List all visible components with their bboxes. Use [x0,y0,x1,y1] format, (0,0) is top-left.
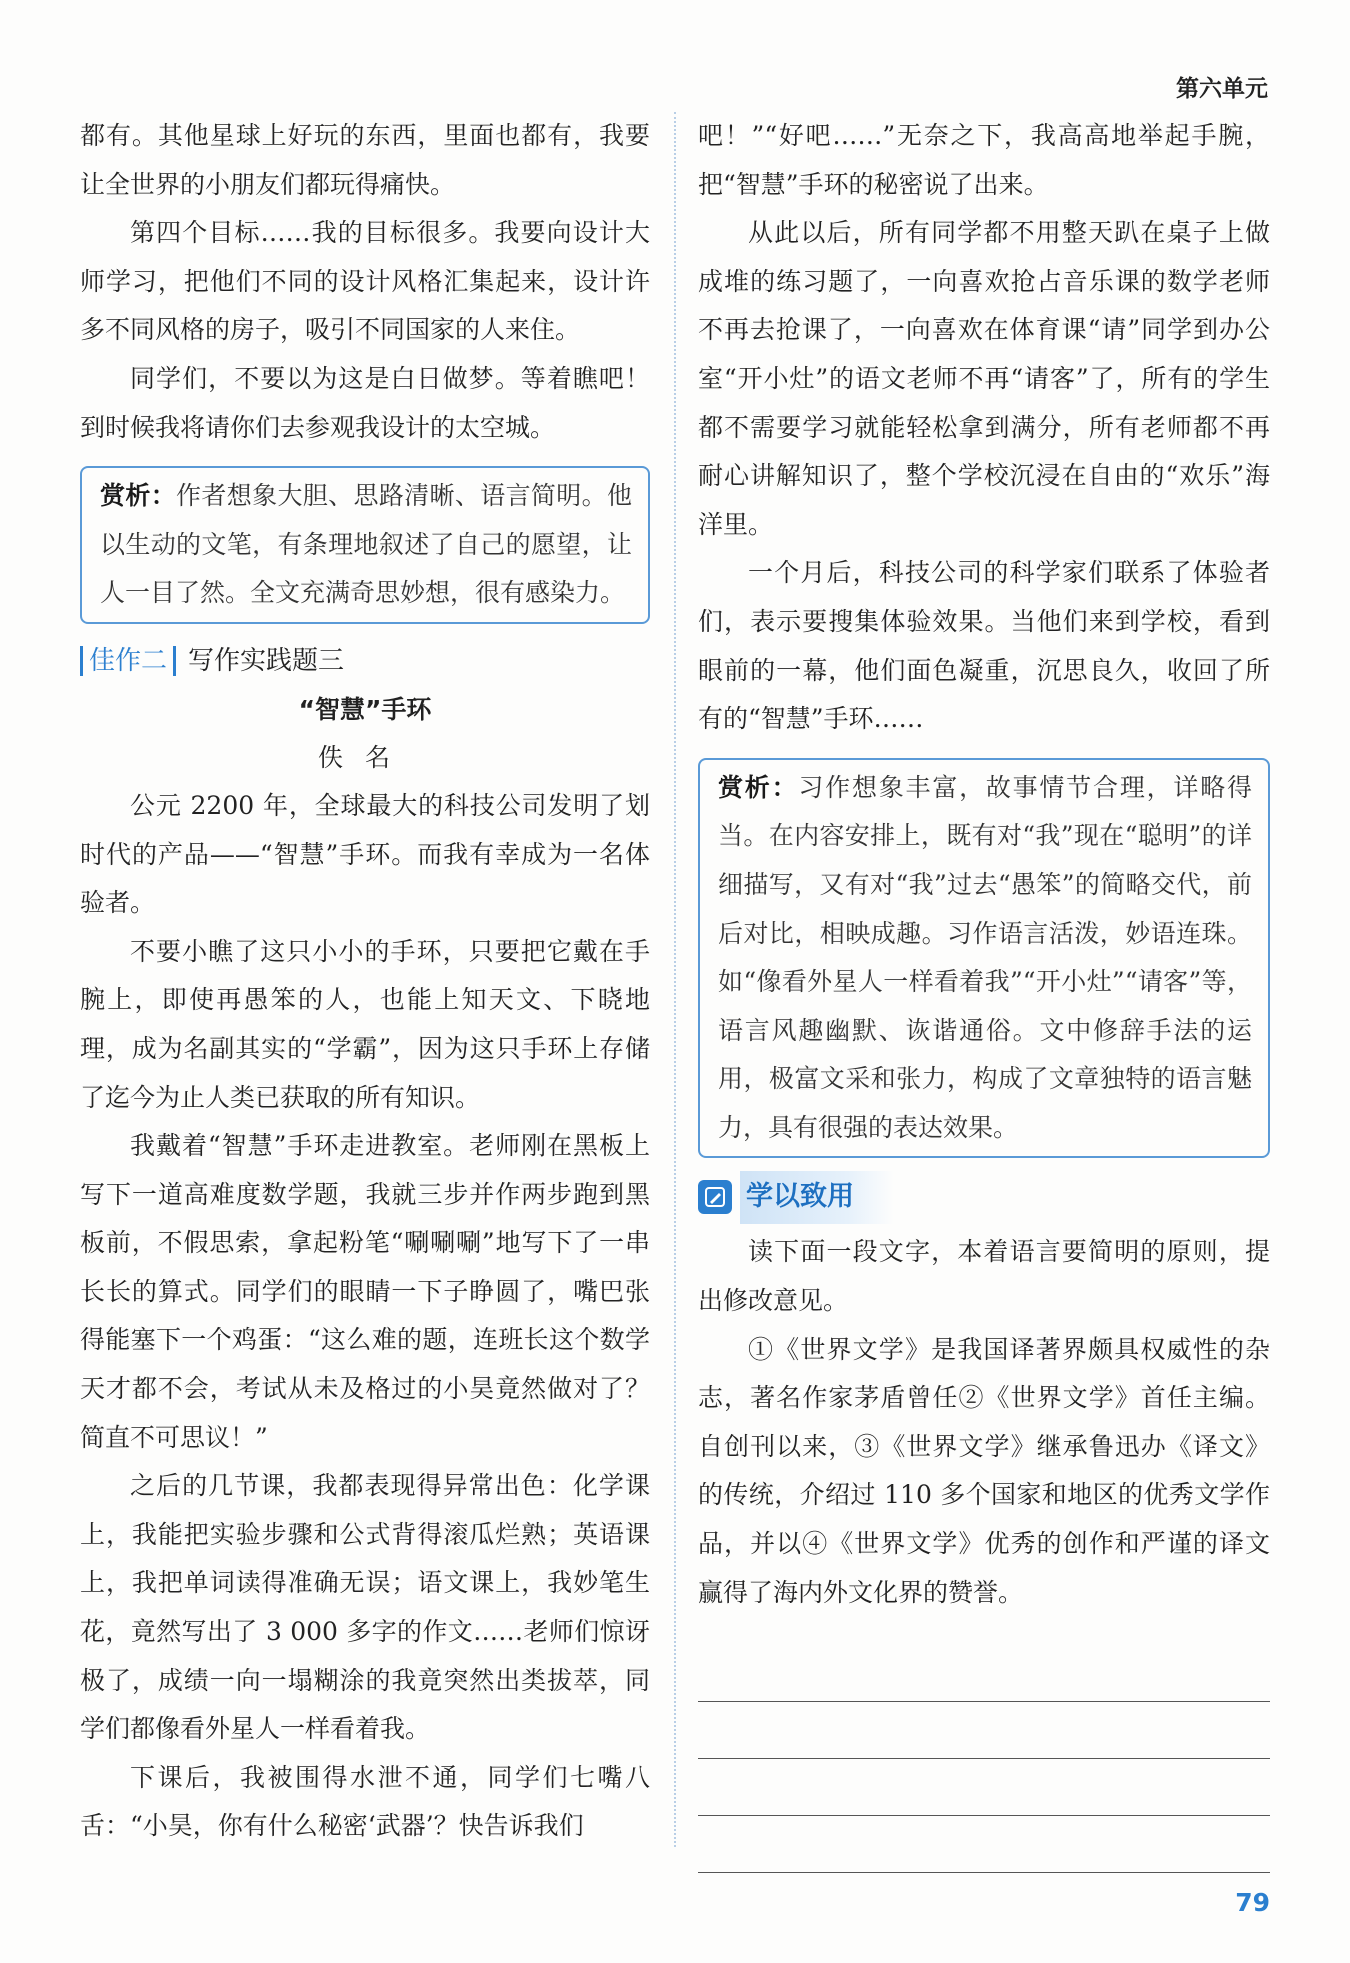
answer-line[interactable] [698,1759,1270,1816]
page-number: 79 [1235,1888,1270,1917]
comment-text: 习作想象丰富，故事情节合理，详略得当。在内容安排上，既有对“我”现在“聪明”的详细描写，又有对“我”过去“愚笨”的简略交代，前后对比，相映成趣。习作语言活泼，妙语连珠。如“像看外星人一样看着我”“开小灶”“请客”等，语言风趣幽默、诙谐通俗。文中修辞手法的运用，极富文采和张力，构成了文章独特的语言魅力，具有很强的表达效果。 [718,772,1252,1142]
paragraph: 之后的几节课，我都表现得异常出色：化学课上，我能把实验步骤和公式背得滚瓜烂熟；英语课上，我把单词读得准确无误；语文课上，我妙笔生花，竟然写出了 3 000 多字的作文……老师们惊讶极了，成绩一向一塌糊涂的我竟突然出类拔萃，同学们都像看外星人一样看着我。 [80,1471,650,1744]
comment-text: 作者想象大胆、思路清晰、语言简明。他以生动的文笔，有条理地叙述了自己的愿望，让人一目了然。全文充满奇思妙想，很有感染力。 [100,481,632,608]
question-text: ①《世界文学》是我国译著界颇具权威性的杂志，著名作家茅盾曾任②《世界文学》首任主编。自创刊以来，③《世界文学》继承鲁迅办《译文》的传统，介绍过 110 多个国家和地区的优秀文学作品，并以④《世界文学》优秀的创作和严谨的译文赢得了海内外文化界的赞誉。 [698,1334,1270,1607]
comment-box [698,758,1270,1159]
left-column [80,112,650,1851]
essay-title: “智慧”手环 [298,694,432,724]
paragraph: 从此以后，所有同学都不用整天趴在桌子上做成堆的练习题了，一向喜欢抢占音乐课的数学老师不再去抢课了，一向喜欢在体育课“请”同学到办公室“开小灶”的语文老师不再“请客”了，所有的学生都不需要学习就能轻松拿到满分，所有老师都不再耐心讲解知识了，整个学校沉浸在自由的“欢乐”海洋里。 [698,218,1270,539]
comment-label: 赏析： [100,481,177,511]
question-prompt: 读下面一段文字，本着语言要简明的原则，提出修改意见。 [698,1237,1270,1316]
paragraph: 不要小瞧了这只小小的手环，只要把它戴在手腕上，即使再愚笨的人，也能上知天文、下晓地理，成为名副其实的“学霸”，因为这只手环上存储了迄今为止人类已获取的所有知识。 [80,936,650,1112]
paragraph: 第四个目标……我的目标很多。我要向设计大师学习，把他们不同的设计风格汇集起来，设计许多不同风格的房子，吸引不同国家的人来住。 [80,218,650,345]
paragraph: 同学们，不要以为这是白日做梦。等着瞧吧！到时候我将请你们去参观我设计的太空城。 [80,363,650,442]
section-heading [80,636,650,686]
paragraph: 吧！”“好吧……”无奈之下，我高高地举起手腕，把“智慧”手环的秘密说了出来。 [698,121,1270,199]
paragraph: 一个月后，科技公司的科学家们联系了体验者们，表示要搜集体验效果。当他们来到学校，看到眼前的一幕，他们面色凝重，沉思良久，收回了所有的“智慧”手环…… [698,558,1270,734]
apply-section-header [698,1172,1270,1222]
paragraph: 我戴着“智慧”手环走进教室。老师刚在黑板上写下一道高难度数学题，我就三步并作两步跑到黑板前，不假思索，拿起粉笔“唰唰唰”地写下了一串长长的算式。同学们的眼睛一下子睁圆了，嘴巴张得能塞下一个鸡蛋：“这么难的题，连班长这个数学天才都不会，考试从未及格过的小昊竟然做对了？简直不可思议！” [80,1131,650,1452]
comment-label: 赏析： [718,772,799,802]
unit-header: 第六单元 [1176,76,1268,102]
paragraph: 下课后，我被围得水泄不通，同学们七嘴八舌：“小昊，你有什么秘密‘武器’？快告诉我们 [80,1762,650,1841]
pencil-icon [698,1180,732,1214]
answer-lines [698,1645,1270,1873]
section-tag: 佳作二 [80,646,176,676]
essay-author: 佚名 [317,742,412,772]
answer-line[interactable] [698,1816,1270,1873]
column-divider [674,112,676,1847]
right-column [698,112,1270,1873]
paragraph: 都有。其他星球上好玩的东西，里面也都有，我要让全世界的小朋友们都玩得痛快。 [80,121,650,199]
section-title: 写作实践题三 [188,645,345,676]
answer-line[interactable] [698,1645,1270,1702]
apply-title: 学以致用 [740,1171,894,1224]
comment-box [80,466,650,624]
answer-line[interactable] [698,1702,1270,1759]
paragraph: 公元 2200 年，全球最大的科技公司发明了划时代的产品——“智慧”手环。而我有幸成为一名体验者。 [80,790,650,918]
